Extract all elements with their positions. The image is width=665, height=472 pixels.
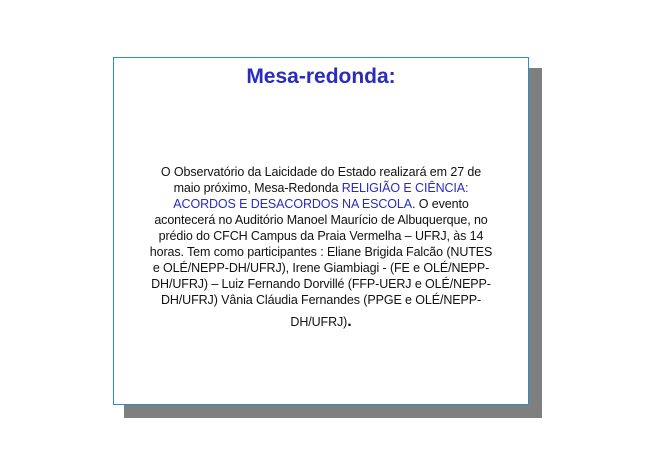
text-segment: DH/UFRJ) – Luiz Fernando Dorvillé (FFP-UERJ e OLÉ/NEPP- — [151, 277, 491, 291]
text-segment: prédio do CFCH Campus da Praia Vermelha – UFRJ, às 14 — [158, 229, 484, 243]
card-title: Mesa-redonda: — [246, 65, 396, 88]
text-line-5 — [130, 228, 512, 244]
text-segment: DH/UFRJ) Vânia Cláudia Fernandes (PPGE e OLÉ/NEPP- — [160, 293, 482, 307]
text-line-8 — [130, 276, 512, 292]
text-segment: DH/UFRJ) — [290, 315, 348, 329]
text-line-6 — [130, 244, 512, 260]
text-line-3 — [130, 196, 512, 212]
text-segment: O Observatório da Laicidade do Estado realizará em 27 de — [160, 165, 482, 179]
text-line-2 — [130, 180, 512, 196]
announcement-text — [130, 164, 512, 330]
event-title-part-1: RELIGIÃO E CIÊNCIA: — [341, 181, 469, 195]
text-segment: e OLÉ/NEPP-DH/UFRJ), Irene Giambiagi - (FE e OLÉ/NEPP- — [152, 261, 490, 275]
text-line-4 — [130, 212, 512, 228]
final-period: . — [347, 313, 352, 330]
text-segment: acontecerá no Auditório Manoel Maurício de Albuquerque, no — [154, 213, 488, 227]
text-segment: maio próximo, Mesa-Redonda — [173, 181, 342, 195]
event-title-part-2: ACORDOS E DESACORDOS NA ESCOLA — [173, 197, 413, 211]
text-line-1 — [130, 164, 512, 180]
announcement-card — [113, 57, 529, 405]
text-segment: . O evento — [412, 197, 469, 211]
text-segment: horas. Tem como participantes : Eliane Brigida Falcão (NUTES — [149, 245, 493, 259]
text-line-9 — [130, 292, 512, 308]
text-line-10 — [130, 314, 512, 330]
text-line-7 — [130, 260, 512, 276]
